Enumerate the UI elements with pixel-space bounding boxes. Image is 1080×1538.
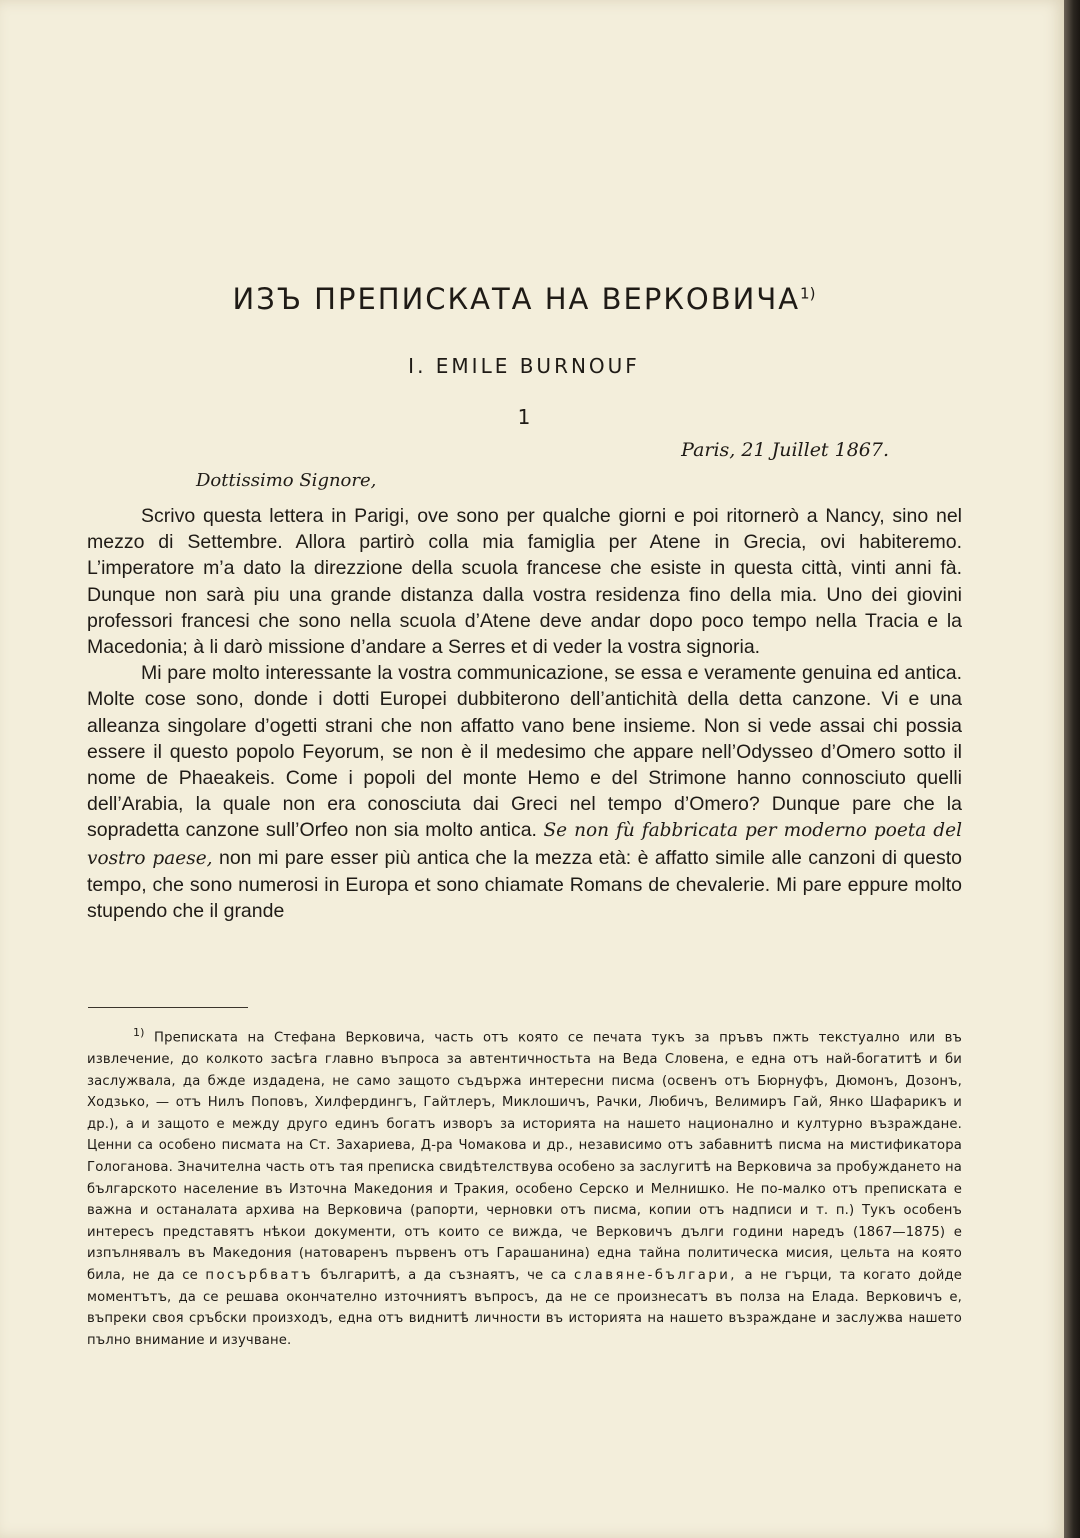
- footnote-text-c: а не гърци, та когато дойде моментътъ, да се решава окончателно източниятъ въпросъ, да не се произнесатъ въ полза на Елада. Верковичъ е, въпреки своя сръбски произходъ, една отъ виднитѣ личности въ историята на нашето възраждане и заслужва нашето пълно внимание и изучване.: [87, 1267, 963, 1348]
- article-title-text: ИЗЪ ПРЕПИСКАТА НА ВЕРКОВИЧА: [232, 282, 801, 316]
- paragraph-2-italic: Se non fù fabbricata per moderno poeta del vostro paese,: [87, 820, 963, 869]
- article-title: [0, 282, 1048, 316]
- footnote-paragraph: [87, 1022, 962, 1351]
- letter-salutation: Dottissimo Signore,: [196, 470, 377, 491]
- footnote-text-b: българитѣ, а да съзнаятъ, че са: [320, 1267, 567, 1283]
- letter-dateline: Paris, 21 Juillet 1867.: [681, 439, 889, 461]
- paragraph-1: Scrivo questa lettera in Parigi, ove sono per qualche giorni e poi ritornerò a Nancy, sino nel mezzo di Settembre. Allora partirò colla mia famiglia per Atene in Grecia, ovi habiteremo. L’imperatore m’a dato la direzzione della scuola francese che esiste in questa città, vinti anni fà. Dunque non sarà piu una grande distanza dalla vostra residenza fino della mia. Uno dei giovini professori francesi che sono nella scuola d’Atene deve andar dopo poco tempo nella Tracia e la Macedonia; à li darò missione d’andare a Serres et di veder la vostra signoria.: [87, 505, 962, 659]
- footnote-divider: [88, 1007, 248, 1008]
- footnote: [87, 1022, 962, 1351]
- footnote-mark: 1): [133, 1026, 145, 1039]
- paragraph-2: [87, 660, 962, 924]
- footnote-text-a: Преписката на Стефана Верковича, часть отъ която се печата тукъ за пръвъ пжть текстуално или въ извлечение, до колкото засѣга главно въпроса за автентичностьта на Веда Словена, е една отъ най-богатитѣ и би заслужвала, да бжде издадена, не само защото съдържа интересни писма (освенъ отъ Бюрнуфъ, Дюмонъ, Дозонъ, Ходзько, — отъ Нилъ Поповъ, Хилфердингъ, Гайтлеръ, Миклошичъ, Рачки, Любичъ, Велимиръ Гай, Янко Шафарикъ и др.), а и защото е между друго единъ богатъ изворъ за историята на нашето национално и културно възраждане. Ценни са особено писмата на Ст. Захариева, Д-ра Чомакова и др., независимо отъ забавнитѣ писма на мистификатора Гологанова. Значителна часть отъ тая преписка свидѣтелствува особено за заслугитѣ на Верковича за пробуждането на българското население въ Източна Македония и Тракия, особено Серско и Мелнишко. Не по-малко отъ преписката е важна и останалата архива на Верковича (рапорти, черновки отъ писма, копии отъ надписи и т. п.) Тукъ особенъ интересъ представятъ нѣкои документи, отъ които се вижда, че Верковичъ дълги години наредъ (1867—1875) е изпълнявалъ въ Македония (натоваренъ първенъ отъ Гарашанина) една тайна политическа мисия, цельта на която била, не да се: [87, 1030, 963, 1283]
- letter-body: [87, 503, 962, 924]
- paragraph-2-part-a: Mi pare molto interessante la vostra communicazione, se essa e veramente genuina ed antica. Molte cose sono, donde i dotti Europei dubbiterono dell’antichità della detta canzone. Vi e una alleanza singolare d’ogetti strani che non affatto vano bene insieme. Non si vede assai chi possia essere il questo popolo Feyorum, se non è il medesimo che appare nell’Odysseo d’Omero sotto il nome de Phaeakeis. Come i popoli del monte Hemo e del Strimone hanno connosciuto quelli dell’Arabia, la quale non era conosciuta dai Greci nel tempo d’Omero? Dunque pare che la sopradetta canzone sull’Orfeo non sia molto antica.: [87, 662, 962, 842]
- footnote-spaced-word-2: славяне-българи,: [573, 1267, 737, 1283]
- paragraph-2-part-b: non mi pare esser più antica che la mezza età: è affatto simile alle canzoni di questo tempo, che sono numerosi in Europa et sono chiamate Romans de chevalerie. Mi pare eppure molto stupendo che il grande: [87, 846, 963, 923]
- footnote-spaced-word-1: посърбватъ: [205, 1267, 314, 1283]
- letter-number: 1: [517, 405, 531, 429]
- book-spine-edge: [1064, 0, 1080, 1538]
- section-heading: I. EMILE BURNOUF: [408, 354, 640, 378]
- title-footnote-mark: 1): [800, 284, 816, 303]
